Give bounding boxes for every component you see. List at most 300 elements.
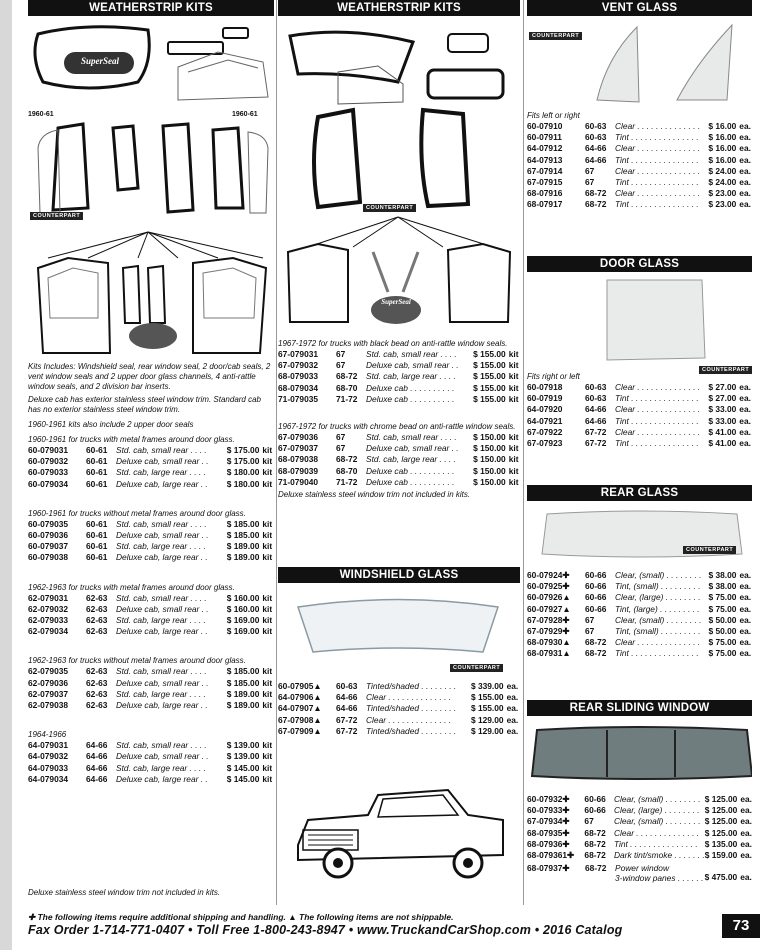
description: Clear, (small) . . . . . . . . [615,614,702,625]
year-range: 62-63 [86,615,108,626]
price: $ 24.00 [708,177,737,188]
description: Tinted/shaded . . . . . . . . [366,703,457,714]
description: Clear, (small) . . . . . . . . [615,570,702,580]
unit: ea. [740,816,752,827]
unit: kit [262,700,273,711]
year-range: 60-61 [86,445,108,455]
year-range: 67-72 [585,438,607,449]
part-number: 60-079031 [28,445,69,455]
price: $ 159.00 [704,850,738,861]
price: $ 75.00 [708,648,737,659]
footnote: Deluxe stainless steel window trim not included in kits. [28,888,221,897]
part-number: 64-07907▲ [278,703,322,714]
door-price-table [527,382,752,449]
unit: ea. [740,827,752,838]
superseal-logo: SuperSeal [80,56,119,66]
year-range: 60-61 [86,467,108,478]
year-range: 64-66 [585,143,607,154]
price: $ 155.00 [473,349,506,359]
price: $ 150.00 [473,465,506,476]
kit-includes: Kits Includes: Windshield seal, rear window seal, 2 door/cab seals, 2 vent window seals and 2 upper door glass channels, 4 anti-rattle window seals, and 2 division bar inserts. [28,362,271,391]
unit: kit [262,552,273,563]
description: Deluxe cab, small rear . . [116,456,209,467]
description: Tint . . . . . . . . . . . . . . . [615,199,699,210]
price-row [278,692,520,703]
unit: ea. [739,603,752,614]
price-table [278,349,520,405]
part-number: 67-079031 [278,349,319,359]
unit: kit [508,382,519,393]
section-header: WEATHERSTRIP KITS [278,0,520,16]
price-row [527,604,752,615]
part-number: 60-079034 [28,478,69,489]
price-row [278,443,520,454]
part-number: 64-07913 [527,154,563,165]
price: $ 50.00 [708,614,737,625]
unit: kit [262,541,273,552]
part-number: 67-079037 [278,443,319,454]
price: $ 27.00 [708,382,737,392]
part-number: 68-07937✚ [527,863,570,874]
part-number: 71-079035 [278,393,319,404]
price-table [28,666,274,711]
part-number: 68-079039 [278,465,319,476]
windshield-illustration [278,592,520,672]
kit-illustration [278,22,520,332]
price: $ 189.00 [226,700,260,711]
part-number: 67-07928✚ [527,614,570,625]
description: Deluxe cab, large rear . . [116,552,208,563]
truck-illustration [278,775,520,885]
description: Tinted/shaded . . . . . . . . [366,725,457,736]
price-row [28,700,274,711]
part-number: 64-07906▲ [278,692,322,703]
description: Std. cab, large rear . . . . [366,454,456,465]
price-row [527,816,752,827]
superseal-logo: SuperSeal [381,298,411,306]
part-number: 60-07911 [527,132,562,143]
unit: ea. [739,382,751,392]
price-row [28,530,274,541]
unit: ea. [739,132,751,143]
price-row [527,626,752,637]
group-title: 1967-1972 for trucks with chrome bead on anti-rattle window seals. [278,422,516,432]
description: Deluxe cab . . . . . . . . . . [366,382,455,393]
description: Deluxe cab, large rear . . [116,700,208,711]
price: $ 16.00 [708,121,737,131]
price-row [28,740,274,751]
description: Tint, (small) . . . . . . . . . [615,581,701,592]
description: Std. cab, small rear . . . . [116,740,207,751]
vent-glass-header: VENT GLASS [527,0,752,16]
unit: ea. [740,805,752,816]
sliding-window-illustration [527,724,752,786]
price-row [527,581,752,592]
price: $ 27.00 [708,393,737,404]
year-range: 60-66 [585,603,607,614]
shipping-note: ✚ The following items require additional shipping and handling. ▲ The following items are not shippable. [28,912,454,922]
price-row [28,479,274,490]
unit: kit [262,456,273,467]
price-row [527,850,752,861]
part-number: 64-07921 [527,415,563,426]
price: $ 155.00 [473,393,506,404]
description: Std. cab, small rear . . . . [116,445,207,455]
unit: ea. [739,648,752,659]
price: $ 180.00 [226,467,260,478]
price-row [527,188,752,199]
year-range: 71-72 [336,393,358,404]
unit: kit [508,360,519,371]
price-row [527,199,752,210]
price: $ 155.00 [473,382,506,393]
unit: ea. [739,426,751,437]
part-number: 68-07936✚ [527,838,570,849]
part-number: 60-079033 [28,467,69,478]
counterpart-badge: COUNTERPART [699,366,752,374]
part-number: 64-079032 [28,751,69,762]
price-row [28,689,274,700]
description: Tint . . . . . . . . . . . . . . . [615,132,699,143]
price-row [278,454,520,465]
price-table [28,519,274,564]
part-number: 62-079034 [28,626,69,637]
rear-price-table [527,570,752,660]
description: Clear, (small) . . . . . . . . [613,794,701,804]
part-number: 60-07919 [527,393,563,404]
price-groups [28,434,274,785]
description: Deluxe cab, small rear . . [366,443,459,454]
unit: ea. [739,570,752,580]
price-row [28,593,274,604]
unit: ea. [739,614,752,625]
price-row [28,774,274,785]
description: Std. cab, large rear . . . . [366,371,456,382]
unit: kit [262,666,273,677]
unit: ea. [506,681,519,691]
part-number: 68-07916 [527,188,563,199]
door-glass-header: DOOR GLASS [527,256,752,272]
unit: kit [508,393,519,404]
group-title: 1964-1966 [28,730,67,740]
part-number: 68-07930▲ [527,637,571,648]
price-row [527,427,752,438]
price: $ 41.00 [708,438,737,449]
group-title: 1962-1963 for trucks without metal frames around door glass. [28,656,246,666]
year-range: 67 [585,626,595,637]
year-range: 60-61 [86,456,108,467]
year-range: 60-63 [336,681,358,691]
description: Tint . . . . . . . . . . . . . . . [615,393,699,404]
price: $ 155.00 [470,703,504,714]
price-row [527,143,752,154]
description: Std. cab, small rear . . . . [366,349,457,359]
counterpart-badge: COUNTERPART [30,212,83,220]
description: Clear . . . . . . . . . . . . . . [615,165,701,176]
part-number: 60-079036 [28,530,69,541]
description: Clear . . . . . . . . . . . . . . [366,692,452,703]
part-number: 60-07910 [527,121,563,131]
description: Dark tint/smoke . . . . . . . [613,850,705,861]
part-number: 68-07931▲ [527,648,571,659]
upper-seal-note: 1960-1961 kits also include 2 upper door seals [28,420,194,429]
description: Deluxe cab, small rear . . [116,603,209,614]
part-number: 64-079033 [28,762,69,773]
year-range: 60-63 [585,121,607,131]
price: $ 125.00 [704,794,738,804]
price-row [278,726,520,737]
price-row [28,626,274,637]
door-glass-list [527,371,752,449]
price: $ 16.00 [708,143,737,154]
year-range: 60-66 [584,794,606,804]
price-row [278,349,520,360]
year-range: 68-72 [584,838,606,849]
year-range: 64-66 [86,740,108,751]
price: $ 185.00 [226,666,260,677]
rear-glass-list [527,570,752,660]
description: Deluxe cab, large rear . . [116,478,208,489]
description: Clear . . . . . . . . . . . . . . [615,637,701,648]
door-glass-illustration [527,276,752,372]
year-range: 68-72 [585,199,607,210]
unit: kit [262,751,273,762]
price: $ 475.00 [704,872,738,883]
vent-fit-note: Fits left or right [527,111,580,120]
rear-glass-illustration [527,506,752,568]
price: $ 189.00 [226,552,260,563]
price-row [28,763,274,774]
price-row [527,166,752,177]
part-number: 62-079033 [28,615,69,626]
description: Deluxe cab, large rear . . [116,773,208,784]
price: $ 150.00 [473,443,506,454]
price: $ 139.00 [226,740,260,751]
cab-seal-illustration [28,228,274,358]
unit: kit [262,445,273,455]
group-title: 1962-1963 for trucks with metal frames around door glass. [28,582,235,592]
price-row [28,541,274,552]
unit: ea. [739,404,751,415]
year-range: 64-66 [86,773,108,784]
year-range: 60-63 [585,382,607,392]
description: Tint . . . . . . . . . . . . . . . [613,838,698,849]
part-number: 67-07908▲ [278,714,322,725]
unit: ea. [740,838,752,849]
year-range: 60-61 [86,530,108,541]
price: $ 129.00 [470,714,504,725]
unit: kit [262,773,273,784]
price: $ 169.00 [226,615,260,626]
description: Clear . . . . . . . . . . . . . . [615,121,701,131]
group-title: 1960-1961 for trucks without metal frames around door glass. [28,508,246,518]
year-range: 68-72 [584,827,606,838]
price: $ 150.00 [473,476,506,487]
description: Std. cab, large rear . . . . [116,615,206,626]
year-range: 64-66 [585,154,607,165]
part-number: 67-07914 [527,165,563,176]
part-number: 67-07923 [527,438,563,449]
part-number: 67-07934✚ [527,816,570,827]
price: $ 339.00 [470,681,504,691]
price-table [28,445,274,490]
part-number: 68-079033 [278,371,319,382]
year-label-right: 1960-61 [232,111,258,118]
vent-glass-illustration [527,22,752,110]
part-number: 68-079038 [278,454,319,465]
unit: ea. [739,592,752,603]
unit: kit [508,349,519,359]
unit: ea. [740,794,752,804]
unit: ea. [739,121,751,131]
part-number: 60-079035 [28,518,69,529]
price-row [527,393,752,404]
description: Tint . . . . . . . . . . . . . . . [615,415,699,426]
description-2: 3-window panes . . . . . . [615,873,704,884]
price: $ 185.00 [226,530,260,541]
description: Clear . . . . . . . . . . . . . . [615,188,701,199]
part-number: 68-07935✚ [527,827,570,838]
price-row [527,570,752,581]
description: Tint, (large) . . . . . . . . . [615,603,700,614]
year-range: 64-66 [86,751,108,762]
unit: ea. [739,581,752,592]
unit: kit [262,603,273,614]
unit: kit [262,740,273,751]
unit: ea. [739,199,751,210]
year-range: 62-63 [86,592,108,603]
year-range: 68-72 [336,454,358,465]
year-range: 67 [336,360,346,371]
seal-kit-illustration [28,22,274,104]
price: $ 41.00 [708,426,737,437]
price-row [28,552,274,563]
price: $ 125.00 [704,805,738,816]
year-range: 60-66 [585,581,607,592]
price-row [527,404,752,415]
price-row [527,828,752,839]
counterpart-badge: COUNTERPART [450,664,503,672]
part-number: 67-079032 [278,360,319,371]
year-range: 62-63 [86,626,108,637]
price-row [28,666,274,677]
year-range: 67-72 [336,725,358,736]
year-range: 68-70 [336,382,358,393]
description: Power window [615,863,669,874]
description: Tint . . . . . . . . . . . . . . . [615,438,699,449]
unit: kit [262,530,273,541]
price: $ 75.00 [708,603,737,614]
unit: kit [508,476,519,487]
year-range: 68-72 [584,850,606,861]
year-range: 67 [336,443,346,454]
price: $ 175.00 [226,456,260,467]
unit: kit [262,478,273,489]
price-row [278,477,520,488]
price: $ 33.00 [708,404,737,415]
price: $ 23.00 [708,199,737,210]
price-row [278,360,520,371]
year-range: 68-72 [336,371,358,382]
unit: ea. [739,415,751,426]
page-number: 73 [722,914,760,938]
year-range: 67 [584,816,594,827]
price-row [28,604,274,615]
part-number: 64-079034 [28,773,69,784]
price: $ 75.00 [708,592,737,603]
price: $ 150.00 [473,454,506,465]
price-row [527,177,752,188]
contact-line: Fax Order 1-714-771-0407 • Toll Free 1-800-243-8947 • www.TruckandCarShop.com • 2016 Catalog [28,923,623,937]
price: $ 185.00 [226,677,260,688]
description: Std. cab, small rear . . . . [366,432,457,443]
price-row [278,715,520,726]
section-header: WEATHERSTRIP KITS [28,0,274,16]
price: $ 16.00 [708,154,737,165]
price-row [527,592,752,603]
price-row [278,432,520,443]
year-range: 62-63 [86,603,108,614]
footnote: Deluxe stainless steel window trim not included in kits. [278,490,471,500]
description: Tint . . . . . . . . . . . . . . . [615,648,699,659]
part-number: 60-07927▲ [527,603,571,614]
price: $ 180.00 [226,478,260,489]
part-number: 60-07905▲ [278,681,322,691]
unit: ea. [740,850,752,861]
rear-glass-header: REAR GLASS [527,485,752,501]
description: Std. cab, large rear . . . . [116,762,206,773]
part-number: 67-07909▲ [278,725,322,736]
unit: ea. [506,703,519,714]
sliding-window-list [527,794,752,883]
part-number: 71-079040 [278,476,319,487]
price: $ 155.00 [473,360,506,371]
year-range: 60-61 [86,541,108,552]
price-row [527,615,752,626]
price-row [527,155,752,166]
price-row [28,615,274,626]
year-range: 67 [585,614,595,625]
description: Std. cab, large rear . . . . [116,688,206,699]
part-number: 60-07933✚ [527,805,570,816]
counterpart-badge: COUNTERPART [683,546,736,554]
description: Tint, (small) . . . . . . . . . [615,626,701,637]
unit: ea. [506,692,519,703]
part-number: 60-07918 [527,382,563,392]
unit: ea. [739,154,751,165]
year-range: 68-72 [585,637,607,648]
price: $ 169.00 [226,626,260,637]
price: $ 155.00 [473,371,506,382]
kit-description [28,362,274,785]
door-fit-note: Fits right or left [527,372,580,381]
unit: ea. [739,143,751,154]
unit: ea. [739,637,752,648]
price: $ 38.00 [708,581,737,592]
vent-price-table [527,121,752,211]
unit: kit [262,615,273,626]
part-number: 62-079037 [28,688,69,699]
unit: kit [262,518,273,529]
year-range: 60-61 [86,552,108,563]
price-table [278,432,520,488]
year-range: 60-61 [86,518,108,529]
price-row [527,438,752,449]
price-row [527,416,752,427]
year-range: 68-72 [585,188,607,199]
description: Std. cab, small rear . . . . [116,592,207,603]
price-row [278,394,520,405]
